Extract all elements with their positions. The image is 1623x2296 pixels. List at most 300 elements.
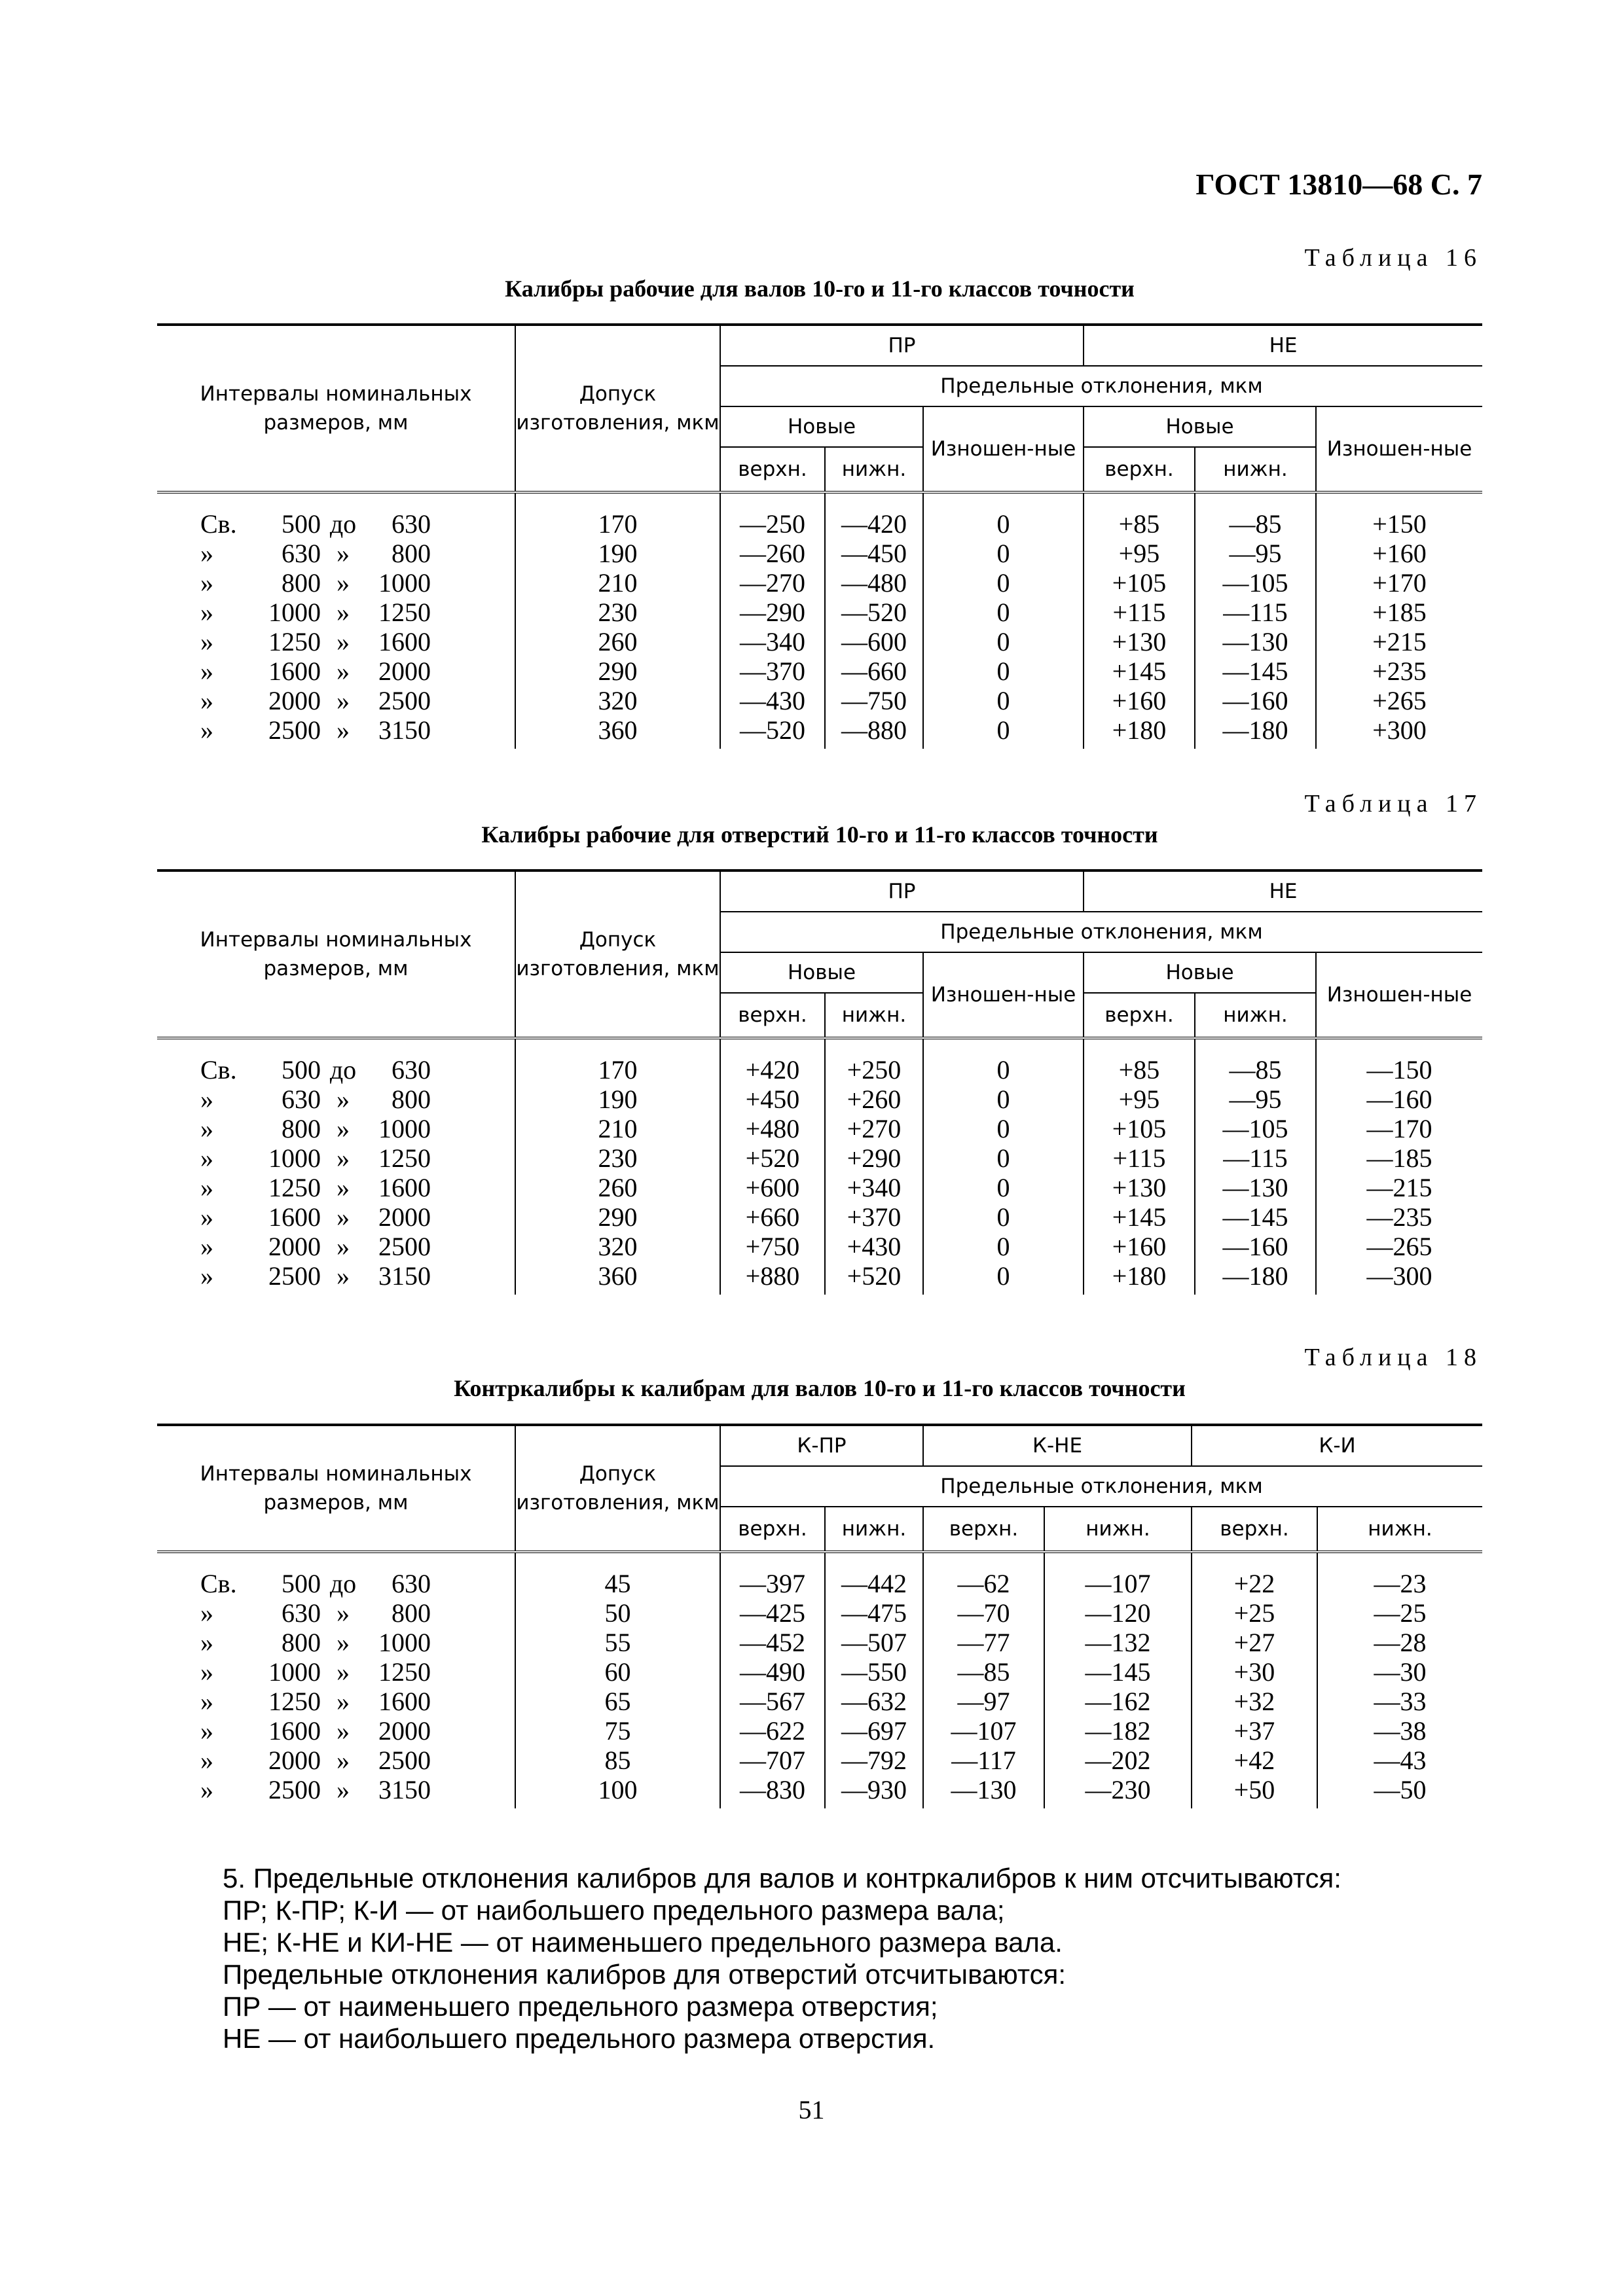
interval-from-prefix: » <box>200 1775 213 1804</box>
value-cell-c-low: —50 <box>1317 1775 1482 1804</box>
interval-from: 500 <box>282 509 321 539</box>
value-cell-b-up: +95 <box>1084 1085 1195 1114</box>
value-cell-a-up: —830 <box>720 1775 825 1804</box>
header-lower-a: нижн. <box>825 1507 923 1552</box>
value-cell-b-up: +130 <box>1084 627 1195 656</box>
value-cell-a-worn: 0 <box>923 1232 1084 1261</box>
interval-to: 800 <box>392 539 431 568</box>
value-cell-tol: 100 <box>515 1775 720 1804</box>
value-cell-b-up: +95 <box>1084 539 1195 568</box>
value-cell-tol: 190 <box>515 539 720 568</box>
value-cell-b-worn: +300 <box>1316 715 1482 745</box>
interval-cell <box>157 1143 515 1173</box>
interval-to: 2500 <box>378 686 431 715</box>
value-cell-b-up: +145 <box>1084 1202 1195 1232</box>
table-row <box>157 715 1482 745</box>
interval-to: 800 <box>392 1598 431 1628</box>
header-group-b: НЕ <box>1084 325 1482 366</box>
interval-cell <box>157 715 515 745</box>
table-row <box>157 568 1482 598</box>
interval-from: 1250 <box>268 1173 321 1202</box>
interval-from: 2000 <box>268 686 321 715</box>
interval-to: 630 <box>392 509 431 539</box>
interval-to: 630 <box>392 1055 431 1085</box>
interval-from: 630 <box>282 1085 321 1114</box>
value-cell-b-worn: +170 <box>1316 568 1482 598</box>
page-number: 51 <box>798 2095 825 2125</box>
header-lower-c: нижн. <box>1317 1507 1482 1552</box>
value-cell-b-up: +180 <box>1084 715 1195 745</box>
interval-to: 3150 <box>378 715 431 745</box>
interval-from: 2500 <box>268 715 321 745</box>
interval-to-prefix: » <box>337 1657 350 1687</box>
interval-cell <box>157 598 515 627</box>
value-cell-b-worn: —235 <box>1316 1202 1482 1232</box>
value-cell-a-worn: 0 <box>923 1261 1084 1291</box>
value-cell-c-low: —38 <box>1317 1716 1482 1746</box>
interval-from: 1600 <box>268 1202 321 1232</box>
table-row <box>157 1114 1482 1143</box>
interval-cell <box>157 1114 515 1143</box>
value-cell-a-up: —622 <box>720 1716 825 1746</box>
value-cell-tol: 360 <box>515 1261 720 1291</box>
value-cell-c-up: +32 <box>1192 1687 1317 1716</box>
interval-to: 3150 <box>378 1261 431 1291</box>
value-cell-a-up: —370 <box>720 656 825 686</box>
interval-to: 1600 <box>378 1173 431 1202</box>
value-cell-a-low: —480 <box>825 568 923 598</box>
table-row <box>157 539 1482 568</box>
interval-from-prefix: » <box>200 1261 213 1291</box>
interval-to: 2000 <box>378 1202 431 1232</box>
interval-to-prefix: » <box>337 1261 350 1291</box>
value-cell-a-low: +370 <box>825 1202 923 1232</box>
value-cell-a-worn: 0 <box>923 539 1084 568</box>
value-cell-b-worn: —215 <box>1316 1173 1482 1202</box>
value-cell-tol: 230 <box>515 1143 720 1173</box>
value-cell-b-worn: —300 <box>1316 1261 1482 1291</box>
value-cell-tol: 290 <box>515 656 720 686</box>
interval-from: 500 <box>282 1569 321 1598</box>
table-row <box>157 656 1482 686</box>
header-upper-b: верхн. <box>1084 993 1195 1038</box>
interval-to-prefix: » <box>337 627 350 656</box>
value-cell-b-worn: —160 <box>1316 1085 1482 1114</box>
value-cell-b-low: —85 <box>1195 1055 1316 1085</box>
value-cell-b-worn: +265 <box>1316 686 1482 715</box>
header-upper-a: верхн. <box>720 993 825 1038</box>
value-cell-a-low: +290 <box>825 1143 923 1173</box>
interval-to: 1600 <box>378 627 431 656</box>
table-16 <box>157 323 1482 749</box>
interval-cell <box>157 1569 515 1598</box>
interval-from: 2500 <box>268 1261 321 1291</box>
interval-from: 2000 <box>268 1232 321 1261</box>
table-row <box>157 1202 1482 1232</box>
value-cell-b-low: —132 <box>1044 1628 1192 1657</box>
table-17-title: Калибры рабочие для отверстий 10-го и 11-го классов точности <box>481 821 1158 848</box>
note-line: НЕ; К-НЕ и КИ-НЕ — от наименьшего предельного размера вала. <box>223 1927 1063 1958</box>
interval-to-prefix: » <box>337 1628 350 1657</box>
table-row <box>157 1261 1482 1291</box>
value-cell-a-worn: 0 <box>923 656 1084 686</box>
value-cell-b-up: +145 <box>1084 656 1195 686</box>
interval-to-prefix: » <box>337 1232 350 1261</box>
interval-from-prefix: » <box>200 598 213 627</box>
header-group-a: ПР <box>720 325 1084 366</box>
value-cell-b-low: —160 <box>1195 1232 1316 1261</box>
interval-to-prefix: » <box>337 686 350 715</box>
table-18-number: Таблица 18 <box>1304 1344 1482 1371</box>
interval-from-prefix: Св. <box>200 509 237 539</box>
header-intervals: Интервалы номинальных размеров, мм <box>157 1425 515 1552</box>
table-row <box>157 1716 1482 1746</box>
interval-to: 1000 <box>378 568 431 598</box>
value-cell-b-low: —182 <box>1044 1716 1192 1746</box>
table-16-title: Калибры рабочие для валов 10-го и 11-го классов точности <box>505 276 1135 302</box>
interval-to-prefix: » <box>337 1202 350 1232</box>
interval-to-prefix: » <box>337 1716 350 1746</box>
header-tolerance: Допуск изготовления, мкм <box>515 870 720 1038</box>
interval-to: 1250 <box>378 1657 431 1687</box>
value-cell-tol: 170 <box>515 509 720 539</box>
value-cell-a-worn: 0 <box>923 509 1084 539</box>
header-worn-a: Изношен-ные <box>923 952 1084 1038</box>
value-cell-a-up: —250 <box>720 509 825 539</box>
header-lower-b: нижн. <box>1044 1507 1192 1552</box>
header-new-b: Новые <box>1084 952 1316 993</box>
header-intervals: Интервалы номинальных размеров, мм <box>157 325 515 492</box>
header-group-k-i: К-И <box>1192 1425 1482 1466</box>
value-cell-c-low: —23 <box>1317 1569 1482 1598</box>
table-row <box>157 686 1482 715</box>
value-cell-b-worn: —150 <box>1316 1055 1482 1085</box>
table-16-body <box>157 492 1482 749</box>
interval-to-prefix: » <box>337 1143 350 1173</box>
interval-to-prefix: » <box>337 715 350 745</box>
note-line: Предельные отклонения калибров для отверстий отсчитываются: <box>223 1959 1067 1990</box>
interval-cell <box>157 656 515 686</box>
value-cell-a-low: —520 <box>825 598 923 627</box>
header-upper-c: верхн. <box>1192 1507 1317 1552</box>
interval-from-prefix: » <box>200 1085 213 1114</box>
interval-from-prefix: » <box>200 1173 213 1202</box>
value-cell-b-up: +105 <box>1084 568 1195 598</box>
notes <box>223 1862 1467 2054</box>
value-cell-c-low: —30 <box>1317 1657 1482 1687</box>
value-cell-b-up: —107 <box>923 1716 1044 1746</box>
value-cell-a-low: —697 <box>825 1716 923 1746</box>
value-cell-a-low: +520 <box>825 1261 923 1291</box>
interval-from: 800 <box>282 568 321 598</box>
interval-to: 1600 <box>378 1687 431 1716</box>
value-cell-a-up: —567 <box>720 1687 825 1716</box>
interval-from: 630 <box>282 539 321 568</box>
interval-from-prefix: » <box>200 1628 213 1657</box>
value-cell-b-low: —130 <box>1195 1173 1316 1202</box>
value-cell-a-low: —600 <box>825 627 923 656</box>
interval-to-prefix: » <box>337 1746 350 1775</box>
interval-to-prefix: до <box>329 1055 357 1085</box>
value-cell-b-low: —145 <box>1195 1202 1316 1232</box>
value-cell-a-low: +430 <box>825 1232 923 1261</box>
interval-cell <box>157 509 515 539</box>
value-cell-a-worn: 0 <box>923 568 1084 598</box>
value-cell-tol: 210 <box>515 568 720 598</box>
interval-from-prefix: » <box>200 1598 213 1628</box>
value-cell-a-up: —707 <box>720 1746 825 1775</box>
value-cell-a-up: +480 <box>720 1114 825 1143</box>
interval-to-prefix: » <box>337 656 350 686</box>
interval-from: 800 <box>282 1628 321 1657</box>
interval-from-prefix: » <box>200 1143 213 1173</box>
value-cell-b-low: —202 <box>1044 1746 1192 1775</box>
value-cell-a-up: —490 <box>720 1657 825 1687</box>
interval-from-prefix: » <box>200 715 213 745</box>
value-cell-a-worn: 0 <box>923 686 1084 715</box>
value-cell-c-up: +37 <box>1192 1716 1317 1746</box>
interval-to-prefix: » <box>337 1173 350 1202</box>
interval-to: 1250 <box>378 598 431 627</box>
value-cell-tol: 290 <box>515 1202 720 1232</box>
value-cell-b-up: +160 <box>1084 686 1195 715</box>
header-limit-deviations: Предельные отклонения, мкм <box>720 366 1482 406</box>
value-cell-b-up: —97 <box>923 1687 1044 1716</box>
value-cell-a-up: —290 <box>720 598 825 627</box>
table-row <box>157 1173 1482 1202</box>
header-group-k-ne: К-НЕ <box>923 1425 1192 1466</box>
value-cell-a-low: —930 <box>825 1775 923 1804</box>
interval-to-prefix: » <box>337 1114 350 1143</box>
value-cell-c-up: +22 <box>1192 1569 1317 1598</box>
interval-from-prefix: Св. <box>200 1569 237 1598</box>
header-new-a: Новые <box>720 406 923 447</box>
value-cell-a-worn: 0 <box>923 598 1084 627</box>
interval-from: 1250 <box>268 627 321 656</box>
interval-to-prefix: » <box>337 598 350 627</box>
table-row <box>157 627 1482 656</box>
interval-to-prefix: » <box>337 1598 350 1628</box>
value-cell-c-up: +30 <box>1192 1657 1317 1687</box>
value-cell-a-up: —270 <box>720 568 825 598</box>
value-cell-c-low: —25 <box>1317 1598 1482 1628</box>
value-cell-b-low: —115 <box>1195 1143 1316 1173</box>
header-lower-a: нижн. <box>825 447 923 492</box>
value-cell-a-up: —520 <box>720 715 825 745</box>
value-cell-a-low: +260 <box>825 1085 923 1114</box>
value-cell-a-low: —880 <box>825 715 923 745</box>
table-16-number: Таблица 16 <box>1304 244 1482 272</box>
interval-from: 1000 <box>268 1657 321 1687</box>
value-cell-a-up: +450 <box>720 1085 825 1114</box>
interval-from-prefix: » <box>200 686 213 715</box>
header-tolerance: Допуск изготовления, мкм <box>515 1425 720 1552</box>
value-cell-a-up: —260 <box>720 539 825 568</box>
value-cell-a-up: +750 <box>720 1232 825 1261</box>
interval-cell <box>157 1202 515 1232</box>
interval-cell <box>157 1232 515 1261</box>
value-cell-b-low: —107 <box>1044 1569 1192 1598</box>
interval-from-prefix: » <box>200 1114 213 1143</box>
value-cell-a-up: +880 <box>720 1261 825 1291</box>
table-row <box>157 1746 1482 1775</box>
value-cell-a-up: —340 <box>720 627 825 656</box>
value-cell-a-worn: 0 <box>923 627 1084 656</box>
value-cell-a-low: —420 <box>825 509 923 539</box>
interval-from-prefix: » <box>200 539 213 568</box>
interval-from: 1000 <box>268 1143 321 1173</box>
value-cell-a-low: —750 <box>825 686 923 715</box>
header-worn-a: Изношен-ные <box>923 406 1084 492</box>
table-row <box>157 1775 1482 1804</box>
interval-to: 2000 <box>378 656 431 686</box>
interval-to-prefix: » <box>337 539 350 568</box>
value-cell-b-up: +160 <box>1084 1232 1195 1261</box>
interval-cell <box>157 1261 515 1291</box>
table-17-number: Таблица 17 <box>1304 790 1482 817</box>
value-cell-tol: 45 <box>515 1569 720 1598</box>
interval-to: 1000 <box>378 1114 431 1143</box>
table-row <box>157 1055 1482 1085</box>
value-cell-c-up: +50 <box>1192 1775 1317 1804</box>
interval-to-prefix: до <box>329 1569 357 1598</box>
value-cell-c-up: +27 <box>1192 1628 1317 1657</box>
value-cell-c-low: —33 <box>1317 1687 1482 1716</box>
interval-to: 630 <box>392 1569 431 1598</box>
value-cell-a-low: —792 <box>825 1746 923 1775</box>
value-cell-tol: 55 <box>515 1628 720 1657</box>
value-cell-a-up: +420 <box>720 1055 825 1085</box>
table-18-title: Контркалибры к калибрам для валов 10-го и 11-го классов точности <box>454 1375 1186 1401</box>
interval-from: 500 <box>282 1055 321 1085</box>
header-upper-b: верхн. <box>923 1507 1044 1552</box>
header-new-a: Новые <box>720 952 923 993</box>
gost-header: ГОСТ 13810—68 С. 7 <box>1195 168 1482 201</box>
value-cell-b-worn: +235 <box>1316 656 1482 686</box>
value-cell-b-worn: —265 <box>1316 1232 1482 1261</box>
interval-cell <box>157 1716 515 1746</box>
value-cell-b-up: —77 <box>923 1628 1044 1657</box>
value-cell-b-low: —160 <box>1195 686 1316 715</box>
value-cell-b-low: —162 <box>1044 1687 1192 1716</box>
value-cell-tol: 170 <box>515 1055 720 1085</box>
value-cell-a-low: +270 <box>825 1114 923 1143</box>
value-cell-a-up: +520 <box>720 1143 825 1173</box>
table-row <box>157 509 1482 539</box>
header-upper-b: верхн. <box>1084 447 1195 492</box>
value-cell-b-low: —130 <box>1195 627 1316 656</box>
value-cell-a-low: —632 <box>825 1687 923 1716</box>
value-cell-b-up: +85 <box>1084 1055 1195 1085</box>
table-row <box>157 1598 1482 1628</box>
value-cell-tol: 210 <box>515 1114 720 1143</box>
value-cell-a-worn: 0 <box>923 1114 1084 1143</box>
header-limit-deviations: Предельные отклонения, мкм <box>720 912 1482 952</box>
interval-cell <box>157 627 515 656</box>
interval-cell <box>157 568 515 598</box>
header-tolerance: Допуск изготовления, мкм <box>515 325 720 492</box>
interval-to-prefix: » <box>337 568 350 598</box>
interval-cell <box>157 1055 515 1085</box>
value-cell-a-worn: 0 <box>923 1143 1084 1173</box>
interval-cell <box>157 1746 515 1775</box>
table-row <box>157 1569 1482 1598</box>
value-cell-b-low: —145 <box>1195 656 1316 686</box>
value-cell-b-up: +85 <box>1084 509 1195 539</box>
value-cell-a-low: —450 <box>825 539 923 568</box>
interval-from-prefix: » <box>200 568 213 598</box>
interval-from-prefix: » <box>200 1687 213 1716</box>
interval-from-prefix: » <box>200 1202 213 1232</box>
interval-from: 630 <box>282 1598 321 1628</box>
interval-cell <box>157 1085 515 1114</box>
interval-from-prefix: » <box>200 1657 213 1687</box>
value-cell-b-up: +130 <box>1084 1173 1195 1202</box>
value-cell-a-up: —425 <box>720 1598 825 1628</box>
interval-cell <box>157 1598 515 1628</box>
value-cell-a-worn: 0 <box>923 1202 1084 1232</box>
value-cell-a-low: —660 <box>825 656 923 686</box>
interval-to-prefix: » <box>337 1687 350 1716</box>
value-cell-tol: 50 <box>515 1598 720 1628</box>
value-cell-tol: 85 <box>515 1746 720 1775</box>
value-cell-b-up: +115 <box>1084 598 1195 627</box>
table-row <box>157 598 1482 627</box>
value-cell-b-worn: +185 <box>1316 598 1482 627</box>
value-cell-b-low: —180 <box>1195 1261 1316 1291</box>
header-intervals: Интервалы номинальных размеров, мм <box>157 870 515 1038</box>
value-cell-c-low: —28 <box>1317 1628 1482 1657</box>
interval-to: 800 <box>392 1085 431 1114</box>
interval-to-prefix: » <box>337 1085 350 1114</box>
value-cell-c-up: +42 <box>1192 1746 1317 1775</box>
table-row <box>157 1085 1482 1114</box>
note-line: НЕ — от наибольшего предельного размера отверстия. <box>223 2023 936 2054</box>
value-cell-b-up: +105 <box>1084 1114 1195 1143</box>
value-cell-a-worn: 0 <box>923 1055 1084 1085</box>
interval-from-prefix: » <box>200 656 213 686</box>
value-cell-a-low: +250 <box>825 1055 923 1085</box>
header-upper-a: верхн. <box>720 1507 825 1552</box>
table-row <box>157 1628 1482 1657</box>
value-cell-b-worn: —185 <box>1316 1143 1482 1173</box>
interval-to: 2500 <box>378 1232 431 1261</box>
table-17-body <box>157 1038 1482 1295</box>
interval-from: 1000 <box>268 598 321 627</box>
table-18 <box>157 1424 1482 1808</box>
interval-from-prefix: » <box>200 1232 213 1261</box>
value-cell-b-up: —130 <box>923 1775 1044 1804</box>
note-line: ПР; К-ПР; К-И — от наибольшего предельного размера вала; <box>223 1895 1005 1926</box>
value-cell-a-up: +660 <box>720 1202 825 1232</box>
interval-from: 2500 <box>268 1775 321 1804</box>
header-lower-a: нижн. <box>825 993 923 1038</box>
value-cell-a-up: —452 <box>720 1628 825 1657</box>
value-cell-b-low: —95 <box>1195 1085 1316 1114</box>
value-cell-a-low: —507 <box>825 1628 923 1657</box>
interval-cell <box>157 1775 515 1804</box>
value-cell-tol: 260 <box>515 627 720 656</box>
interval-from-prefix: » <box>200 1716 213 1746</box>
value-cell-b-worn: +150 <box>1316 509 1482 539</box>
value-cell-a-worn: 0 <box>923 715 1084 745</box>
value-cell-b-low: —85 <box>1195 509 1316 539</box>
header-worn-b: Изношен-ные <box>1316 406 1482 492</box>
interval-cell <box>157 1173 515 1202</box>
value-cell-b-low: —230 <box>1044 1775 1192 1804</box>
header-lower-b: нижн. <box>1195 993 1316 1038</box>
value-cell-b-low: —180 <box>1195 715 1316 745</box>
